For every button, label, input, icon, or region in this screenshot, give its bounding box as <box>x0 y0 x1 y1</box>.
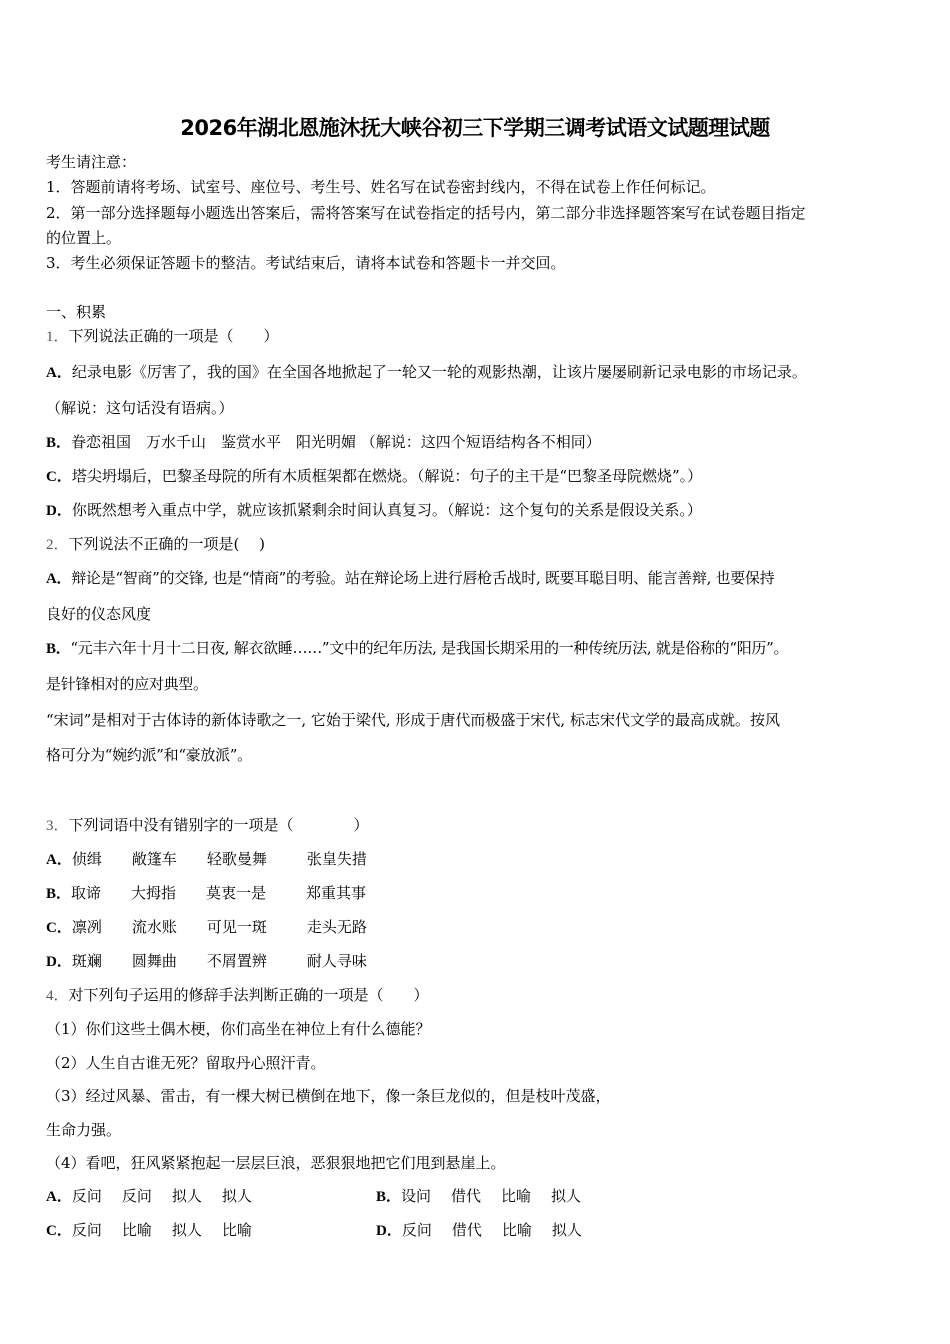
option-word: 设问 <box>401 1187 432 1205</box>
q4-option-a <box>46 1186 252 1207</box>
option-word: 侦缉 <box>71 850 102 868</box>
page-title: 2026年湖北恩施沐抚大峡谷初三下学期三调考试语文试题理试题 <box>180 116 770 140</box>
option-word: 圆舞曲 <box>131 952 177 970</box>
option-word: 比喻 <box>501 1221 532 1239</box>
option-word: 反问 <box>121 1187 152 1205</box>
option-text: 眷恋祖国 万水千山 鉴赏水平 阳光明媚 （解说：这四个短语结构各不相同） <box>71 433 601 451</box>
option-label: B． <box>46 435 72 451</box>
option-word: 反问 <box>401 1221 432 1239</box>
q3-option-c <box>46 917 367 938</box>
q2-option-c <box>46 674 208 695</box>
option-label: B． <box>46 886 72 902</box>
question-1 <box>46 326 279 347</box>
notice-item-3: 3．考生必须保证答题卡的整洁。考试结束后，请将本试卷和答题卡一并交回。 <box>46 254 566 272</box>
option-text: 格可分为“婉约派”和“豪放派”。 <box>46 746 252 764</box>
option-text: 你既然想考入重点中学，就应该抓紧剩余时间认真复习。（解说：这个复句的关系是假设关系。） <box>71 501 702 519</box>
q3-option-b <box>46 883 366 904</box>
option-word: 拟人 <box>551 1221 582 1239</box>
question-3 <box>46 815 369 836</box>
question-stem: 下列说法正确的一项是（ ） <box>68 327 279 345</box>
q3-option-a <box>46 849 367 870</box>
q4-sentence-3: （3）经过风暴、雷击，有一棵大树已横倒在地下，像一条巨龙似的，但是枝叶茂盛， <box>46 1087 611 1105</box>
option-label: A． <box>46 1189 72 1205</box>
q4-sentence-3-cont: 生命力强。 <box>46 1121 122 1139</box>
option-word: 耐人寻味 <box>306 952 367 970</box>
q2-option-a <box>46 568 774 589</box>
option-word: 不屑置辨 <box>206 952 267 970</box>
option-label: C． <box>46 469 72 485</box>
option-word: 借代 <box>451 1187 482 1205</box>
option-word: 郑重其事 <box>306 884 367 902</box>
option-text: 塔尖坍塌后，巴黎圣母院的所有木质框架都在燃烧。（解说：句子的主干是“巴黎圣母院燃烧”。） <box>71 467 703 485</box>
option-word: 走头无路 <box>306 918 367 936</box>
option-label: C． <box>46 1223 72 1239</box>
option-label: C． <box>46 920 72 936</box>
option-word: 比喻 <box>221 1221 252 1239</box>
option-label: A． <box>46 365 72 381</box>
q1-option-c <box>46 466 702 487</box>
q4-option-c <box>46 1220 252 1241</box>
q3-option-d <box>46 951 367 972</box>
question-stem: 下列说法不正确的一项是( ) <box>68 535 265 553</box>
option-word: 取谛 <box>71 884 102 902</box>
q1-option-b <box>46 432 601 453</box>
option-word: 可见一斑 <box>206 918 267 936</box>
q4-option-b <box>376 1186 581 1207</box>
notice-item-2-cont: 的位置上。 <box>46 229 122 247</box>
option-word: 敞篷车 <box>131 850 177 868</box>
notice-item-2: 2．第一部分选择题每小题选出答案后，需将答案写在试卷指定的括号内，第二部分非选择题答案写在试卷题目指定 <box>46 204 806 222</box>
question-number: 4． <box>46 988 69 1004</box>
option-word: 拟人 <box>171 1221 202 1239</box>
option-text: “元丰六年十月十二日夜, 解衣欲睡……”文中的纪年历法, 是我国长期采用的一种传统历法, 就是俗称的“阳历”。 <box>70 639 789 657</box>
q1-option-a <box>46 362 807 383</box>
option-word: 拟人 <box>551 1187 582 1205</box>
q2-option-d <box>46 745 252 766</box>
option-word: 莫衷一是 <box>206 884 267 902</box>
option-label: B． <box>376 1189 402 1205</box>
option-word: 拟人 <box>221 1187 252 1205</box>
question-2 <box>46 534 265 555</box>
question-number: 1． <box>46 329 69 345</box>
q1-option-a-note: （解说：这句话没有语病。） <box>46 399 234 417</box>
question-4 <box>46 985 429 1006</box>
question-stem: 下列词语中没有错别字的一项是（ ） <box>68 816 369 834</box>
option-word: 反问 <box>71 1187 102 1205</box>
question-number: 2． <box>46 537 69 553</box>
q4-sentence-2: （2）人生自古谁无死？留取丹心照汗青。 <box>46 1054 326 1072</box>
option-word: 大拇指 <box>131 884 177 902</box>
question-number: 3． <box>46 818 69 834</box>
option-word: 反问 <box>71 1221 102 1239</box>
section-heading: 一、积累 <box>46 303 107 321</box>
notice-item-1: 1．答题前请将考场、试室号、座位号、考生号、姓名写在试卷密封线内，不得在试卷上作任何标记。 <box>46 178 716 196</box>
q4-option-d <box>376 1220 582 1241</box>
question-stem: 对下列句子运用的修辞手法判断正确的一项是（ ） <box>68 986 429 1004</box>
option-label: B． <box>46 641 71 657</box>
option-word: 轻歌曼舞 <box>206 850 267 868</box>
q2-option-c-cont: “宋词”是相对于古体诗的新体诗歌之一, 它始于梁代, 形成于唐代而极盛于宋代, 标志宋代文学的最高成就。按风 <box>46 711 780 729</box>
option-label: A． <box>46 852 72 868</box>
q1-option-d <box>46 500 702 521</box>
option-word: 比喻 <box>121 1221 152 1239</box>
option-word: 斑斓 <box>71 952 102 970</box>
option-label: A． <box>46 571 72 587</box>
q2-option-b <box>46 638 788 659</box>
q4-sentence-4: （4）看吧，狂风紧紧抱起一层层巨浪，恶狠狠地把它们甩到悬崖上。 <box>46 1154 506 1172</box>
q2-option-a-cont: 良好的仪态风度 <box>46 605 152 623</box>
option-label: D． <box>376 1223 402 1239</box>
option-word: 张皇失措 <box>306 850 367 868</box>
option-word: 借代 <box>451 1221 482 1239</box>
option-word: 流水账 <box>131 918 177 936</box>
q4-sentence-1: （1）你们这些土偶木梗，你们高坐在神位上有什么德能？ <box>46 1020 431 1038</box>
option-label: D． <box>46 954 72 970</box>
option-text: 辩论是“智商”的交锋, 也是“情商”的考验。站在辩论场上进行唇枪舌战时, 既要耳聪目明、能言善辩, 也要保持 <box>71 569 775 587</box>
option-label: D． <box>46 503 72 519</box>
notice-heading: 考生请注意： <box>46 153 137 171</box>
option-word: 凛冽 <box>71 918 102 936</box>
option-text: 纪录电影《厉害了，我的国》在全国各地掀起了一轮又一轮的观影热潮，让该片屡屡刷新记录电影的市场记录。 <box>71 363 807 381</box>
option-word: 拟人 <box>171 1187 202 1205</box>
option-word: 比喻 <box>501 1187 532 1205</box>
option-text: 是针锋相对的应对典型。 <box>46 675 208 693</box>
